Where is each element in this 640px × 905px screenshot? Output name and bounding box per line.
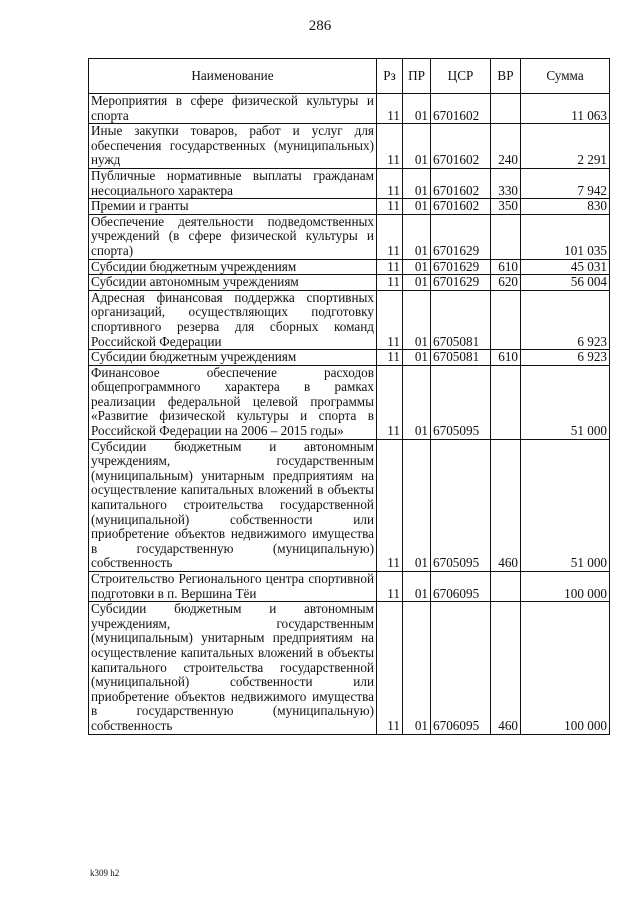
header-vr: ВР [491,59,521,94]
row-sum: 100 000 [521,602,610,734]
row-name: Субсидии бюджетным учреждениям [89,350,377,366]
row-vr [491,365,521,439]
row-csr: 6701629 [431,214,491,259]
row-vr: 460 [491,439,521,571]
table-row [89,365,610,439]
row-pr: 01 [403,199,431,215]
table-row [89,275,610,291]
row-rz: 11 [377,214,403,259]
row-sum: 101 035 [521,214,610,259]
row-rz: 11 [377,124,403,169]
row-csr: 6701629 [431,275,491,291]
row-vr: 610 [491,350,521,366]
row-rz: 11 [377,168,403,198]
table-row [89,94,610,124]
row-sum: 7 942 [521,168,610,198]
row-vr [491,214,521,259]
table-row [89,350,610,366]
row-pr: 01 [403,290,431,349]
table-header-row [89,59,610,94]
row-vr [491,290,521,349]
row-rz: 11 [377,275,403,291]
row-name: Строительство Регионального центра спортивной подготовки в п. Вершина Тёи [89,572,377,602]
row-csr: 6705081 [431,350,491,366]
row-pr: 01 [403,94,431,124]
row-rz: 11 [377,350,403,366]
row-sum: 6 923 [521,290,610,349]
row-rz: 11 [377,199,403,215]
row-vr [491,94,521,124]
header-pr: ПР [403,59,431,94]
row-pr: 01 [403,275,431,291]
row-vr [491,572,521,602]
row-pr: 01 [403,124,431,169]
row-vr: 330 [491,168,521,198]
row-sum: 51 000 [521,439,610,571]
row-pr: 01 [403,439,431,571]
row-vr: 610 [491,259,521,275]
row-csr: 6701602 [431,124,491,169]
header-csr: ЦСР [431,59,491,94]
row-csr: 6701602 [431,199,491,215]
row-csr: 6701629 [431,259,491,275]
row-sum: 56 004 [521,275,610,291]
header-name: Наименование [89,59,377,94]
page-number: 286 [308,18,332,34]
row-sum: 830 [521,199,610,215]
table-row [89,290,610,349]
row-sum: 100 000 [521,572,610,602]
row-pr: 01 [403,572,431,602]
row-name: Субсидии бюджетным и автономным учреждениям, государственным (муниципальным) унитарным предприятиям на осуществление капитальных вложений в объекты капитального строительства государственной (муниципальной) собственности или приобретение объектов недвижимого имущества в государственную (муниципальную) собственность [89,602,377,734]
row-name: Иные закупки товаров, работ и услуг для обеспечения государственных (муниципальных) нужд [89,124,377,169]
row-pr: 01 [403,602,431,734]
row-rz: 11 [377,259,403,275]
row-name: Адресная финансовая поддержка спортивных организаций, осуществляющих подготовку спортивного резерва для сборных команд Российской Федерации [89,290,377,349]
row-pr: 01 [403,365,431,439]
table-row [89,259,610,275]
row-vr: 240 [491,124,521,169]
row-rz: 11 [377,290,403,349]
table-row [89,602,610,734]
row-rz: 11 [377,602,403,734]
table-row [89,214,610,259]
row-vr: 350 [491,199,521,215]
row-name: Публичные нормативные выплаты гражданам несоциального характера [89,168,377,198]
row-csr: 6701602 [431,94,491,124]
row-name: Субсидии автономным учреждениям [89,275,377,291]
table-row [89,572,610,602]
row-sum: 6 923 [521,350,610,366]
row-rz: 11 [377,365,403,439]
table-row [89,439,610,571]
row-vr: 620 [491,275,521,291]
row-csr: 6701602 [431,168,491,198]
table-row [89,168,610,198]
row-name: Финансовое обеспечение расходов общепрограммного характера в рамках реализации федеральной целевой программы «Развитие физической культуры и спорта в Российской Федерации на 2006 – 2015 годы» [89,365,377,439]
row-rz: 11 [377,572,403,602]
table-row [89,124,610,169]
table-row [89,199,610,215]
row-sum: 45 031 [521,259,610,275]
row-vr: 460 [491,602,521,734]
row-csr: 6706095 [431,602,491,734]
header-sum: Сумма [521,59,610,94]
row-rz: 11 [377,94,403,124]
header-rz: Рз [377,59,403,94]
row-csr: 6705095 [431,365,491,439]
row-sum: 11 063 [521,94,610,124]
row-name: Мероприятия в сфере физической культуры и спорта [89,94,377,124]
row-name: Премии и гранты [89,199,377,215]
budget-table [88,58,610,735]
row-pr: 01 [403,259,431,275]
row-name: Субсидии бюджетным учреждениям [89,259,377,275]
row-sum: 2 291 [521,124,610,169]
row-pr: 01 [403,214,431,259]
document-code: k309 h2 [90,868,120,878]
row-csr: 6706095 [431,572,491,602]
row-csr: 6705095 [431,439,491,571]
row-csr: 6705081 [431,290,491,349]
row-pr: 01 [403,350,431,366]
row-pr: 01 [403,168,431,198]
row-sum: 51 000 [521,365,610,439]
row-rz: 11 [377,439,403,571]
row-name: Обеспечение деятельности подведомственных учреждений (в сфере физической культуры и спорта) [89,214,377,259]
row-name: Субсидии бюджетным и автономным учреждениям, государственным (муниципальным) унитарным предприятиям на осуществление капитальных вложений в объекты капитального строительства государственной (муниципальной) собственности или приобретение объектов недвижимого имущества в государственную (муниципальную) собственность [89,439,377,571]
